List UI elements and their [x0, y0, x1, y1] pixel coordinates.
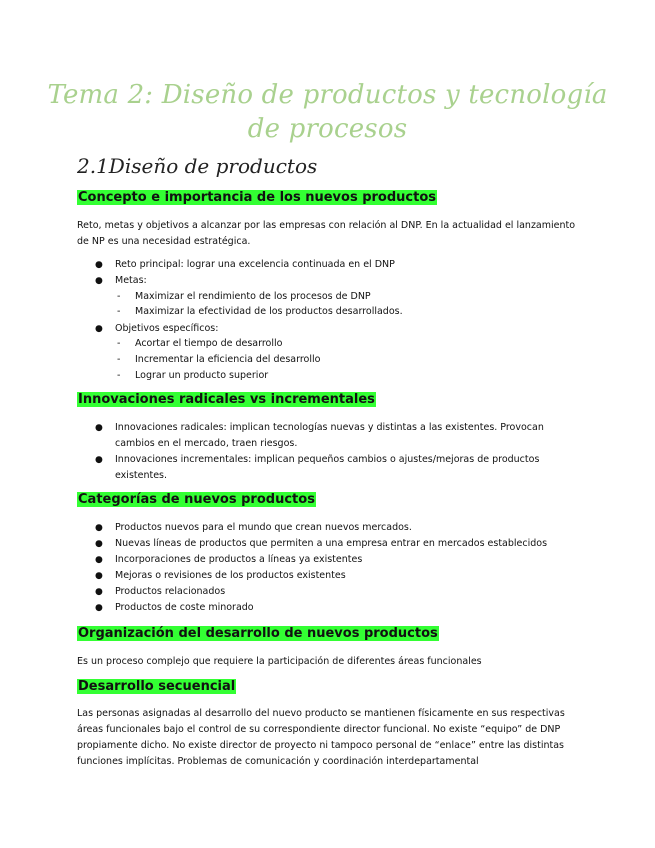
heading-concepto [77, 188, 437, 208]
heading-secuencial-text: Desarrollo secuencial [78, 679, 236, 694]
sublist-item: Lograr un producto superior [135, 370, 269, 381]
dash-icon: - [117, 354, 121, 365]
bullet-icon: ● [95, 423, 103, 433]
list-item-categoria: Mejoras o revisiones de los productos existentes [115, 570, 346, 581]
heading-organizacion [77, 624, 439, 644]
organizacion-text: Es un proceso complejo que requiere la participación de diferentes áreas funcionales [77, 656, 482, 667]
sublist-item: Maximizar la efectividad de los productos desarrollados. [135, 306, 403, 317]
list-item-categoria: Nuevas líneas de productos que permiten a una empresa entrar en mercados establecidos [115, 538, 548, 549]
document-title: Tema 2: Diseño de productos y tecnología de procesos [47, 80, 608, 144]
heading-categorias-text: Categorías de nuevos productos [78, 492, 315, 507]
list-item-radicales-line-2: cambios en el mercado, traen riesgos. [115, 438, 298, 449]
heading-categorias [77, 490, 316, 510]
list-item-incrementales-line-1: Innovaciones incrementales: implican pequeños cambios o ajustes/mejoras de productos [115, 454, 540, 465]
list-item-categoria: Productos relacionados [115, 586, 226, 597]
bullet-icon: ● [95, 571, 103, 581]
sublist-item: Maximizar el rendimiento de los procesos de DNP [135, 291, 371, 302]
sublist-item: Acortar el tiempo de desarrollo [135, 338, 283, 349]
list-item-categoria: Productos de coste minorado [115, 602, 254, 613]
dash-icon: - [117, 306, 121, 317]
bullet-icon: ● [95, 276, 103, 286]
dash-icon: - [117, 338, 121, 349]
heading-concepto-text: Concepto e importancia de los nuevos productos [78, 190, 437, 205]
heading-secuencial [77, 677, 236, 697]
list-item-categoria: Incorporaciones de productos a líneas ya existentes [115, 554, 363, 565]
secuencial-line-4: funciones implícitas. Problemas de comunicación y coordinación interdepartamental [77, 756, 479, 767]
list-item-objetivos: Objetivos específicos: [115, 323, 219, 334]
secuencial-line-1: Las personas asignadas al desarrollo del nuevo producto se mantienen físicamente en sus respectivas [77, 708, 565, 719]
concepto-intro-line-2: de NP es una necesidad estratégica. [77, 236, 251, 247]
bullet-icon: ● [95, 260, 103, 270]
dash-icon: - [117, 370, 121, 381]
bullet-icon: ● [95, 455, 103, 465]
list-item-metas: Metas: [115, 275, 147, 286]
list-item-incrementales-line-2: existentes. [115, 470, 168, 481]
list-item-categoria: Productos nuevos para el mundo que crean nuevos mercados. [115, 522, 412, 533]
bullet-icon: ● [95, 587, 103, 597]
bullet-icon: ● [95, 324, 103, 334]
bullet-icon: ● [95, 603, 103, 613]
concepto-intro-line-1: Reto, metas y objetivos a alcanzar por las empresas con relación al DNP. En la actualidad el lanzamiento [77, 220, 576, 231]
bullet-icon: ● [95, 539, 103, 549]
bullet-icon: ● [95, 555, 103, 565]
secuencial-line-3: propiamente dicho. No existe director de proyecto ni tampoco personal de “enlace” entre las distintas [77, 740, 564, 751]
secuencial-line-2: áreas funcionales bajo el control de su correspondiente director funcional. No existe “equipo” de DNP [77, 724, 561, 735]
list-item-radicales-line-1: Innovaciones radicales: implican tecnologías nuevas y distintas a las existentes. Provocan [115, 422, 544, 433]
bullet-icon: ● [95, 523, 103, 533]
dash-icon: - [117, 291, 121, 302]
heading-innovaciones-text: Innovaciones radicales vs incrementales [78, 392, 375, 407]
heading-innovaciones [77, 390, 376, 410]
heading-organizacion-text: Organización del desarrollo de nuevos productos [78, 626, 438, 641]
sublist-item: Incrementar la eficiencia del desarrollo [135, 354, 321, 365]
section-heading: 2.1Diseño de productos [77, 154, 318, 178]
list-item-reto: Reto principal: lograr una excelencia continuada en el DNP [115, 259, 395, 270]
